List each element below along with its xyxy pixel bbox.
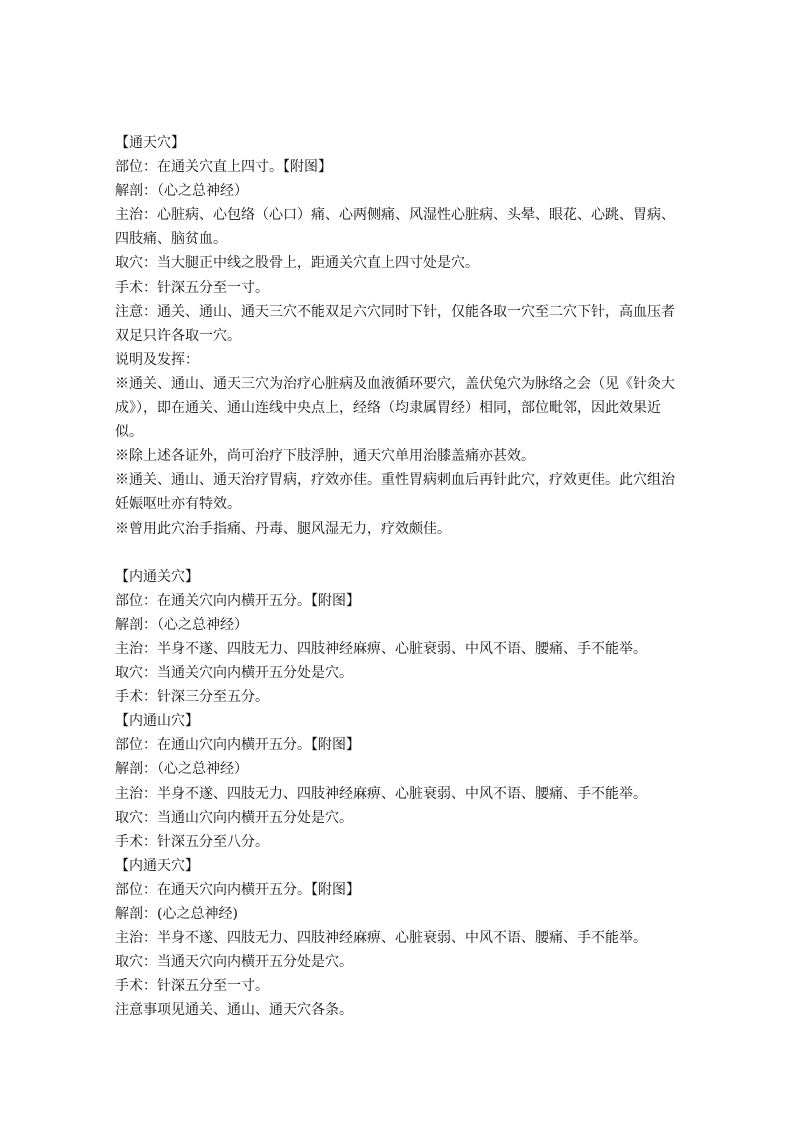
text-line: 解剖：（心之总神经） <box>115 183 248 200</box>
text-line: ※曾用此穴治手指痛、丹毒、腿风湿无力，疗效颇佳。 <box>115 520 451 537</box>
text-line: ※除上述各证外，尚可治疗下肢浮肿，通天穴单用治膝盖痛亦甚效。 <box>115 448 535 465</box>
text-line: 主治：半身不遂、四肢无力、四肢神经麻痹、心脏衰弱、中风不语、腰痛、手不能举。 <box>115 785 647 802</box>
text-line: 取穴：当通关穴向内横开五分处是穴。 <box>115 665 353 682</box>
blank-line <box>115 541 677 565</box>
text-line: 手术：针深五分至一寸。 <box>115 279 269 296</box>
text-line: 手术：针深五分至一寸。 <box>115 978 269 995</box>
section-nei-tongshan <box>115 709 677 854</box>
text-line: ※通关、通山、通天三穴为治疗心脏病及血液循环要穴，盖伏兔穴为脉络之会（见《针灸大成》），即在通关、通山连线中央点上，经络（均隶属胃经）相同，部位毗邻，因此效果近似。 <box>115 375 675 441</box>
text-line: 解剖：(心之总神经) <box>115 906 238 922</box>
text-line: 取穴：当通天穴向内横开五分处是穴。 <box>115 954 353 971</box>
text-line: 主治：心脏病、心包络（心口）痛、心两侧痛、风湿性心脏病、头晕、眼花、心跳、胃病、四肢痛、脑贫血。 <box>115 207 675 248</box>
text-line: 手术：针深三分至五分。 <box>115 689 269 706</box>
section-title: 【内通关穴】 <box>115 568 199 585</box>
text-line: 手术：针深五分至八分。 <box>115 833 269 850</box>
section-nei-tongguan <box>115 565 677 710</box>
text-line: 解剖：（心之总神经） <box>115 761 248 778</box>
section-title: 【通天穴】 <box>115 135 185 151</box>
section-title: 【内通天穴】 <box>115 857 199 874</box>
text-line: 取穴：当通山穴向内横开五分处是穴。 <box>115 809 353 826</box>
text-line: 取穴：当大腿正中线之股骨上，距通关穴直上四寸处是穴。 <box>115 255 479 272</box>
text-line: 说明及发挥： <box>115 351 199 368</box>
section-title: 【内通山穴】 <box>115 713 199 730</box>
text-line: 注意事项见通关、通山、通天穴各条。 <box>115 1002 353 1019</box>
text-line: 部位：在通关穴向内横开五分。【附图】 <box>115 592 360 609</box>
text-line: 部位：在通山穴向内横开五分。【附图】 <box>115 737 360 754</box>
text-line: 解剖：（心之总神经） <box>115 616 248 633</box>
text-line: 注意：通关、通山、通天三穴不能双足六穴同时下针，仅能各取一穴至二穴下针，高血压者双足只许各取一穴。 <box>115 303 675 344</box>
text-line: 部位：在通关穴直上四寸。【附图】 <box>115 159 332 176</box>
section-tongtian <box>115 131 677 541</box>
text-line: 部位：在通天穴向内横开五分。【附图】 <box>115 881 360 898</box>
text-line: 主治：半身不遂、四肢无力、四肢神经麻痹、心脏衰弱、中风不语、腰痛、手不能举。 <box>115 930 647 947</box>
text-line: ※通关、通山、通天治疗胃病，疗效亦佳。重性胃病刺血后再针此穴，疗效更佳。此穴组治妊娠呕吐亦有特效。 <box>115 472 675 513</box>
document-page <box>115 131 677 1022</box>
section-nei-tongtian <box>115 854 677 1023</box>
text-line: 主治：半身不遂、四肢无力、四肢神经麻痹、心脏衰弱、中风不语、腰痛、手不能举。 <box>115 640 647 657</box>
